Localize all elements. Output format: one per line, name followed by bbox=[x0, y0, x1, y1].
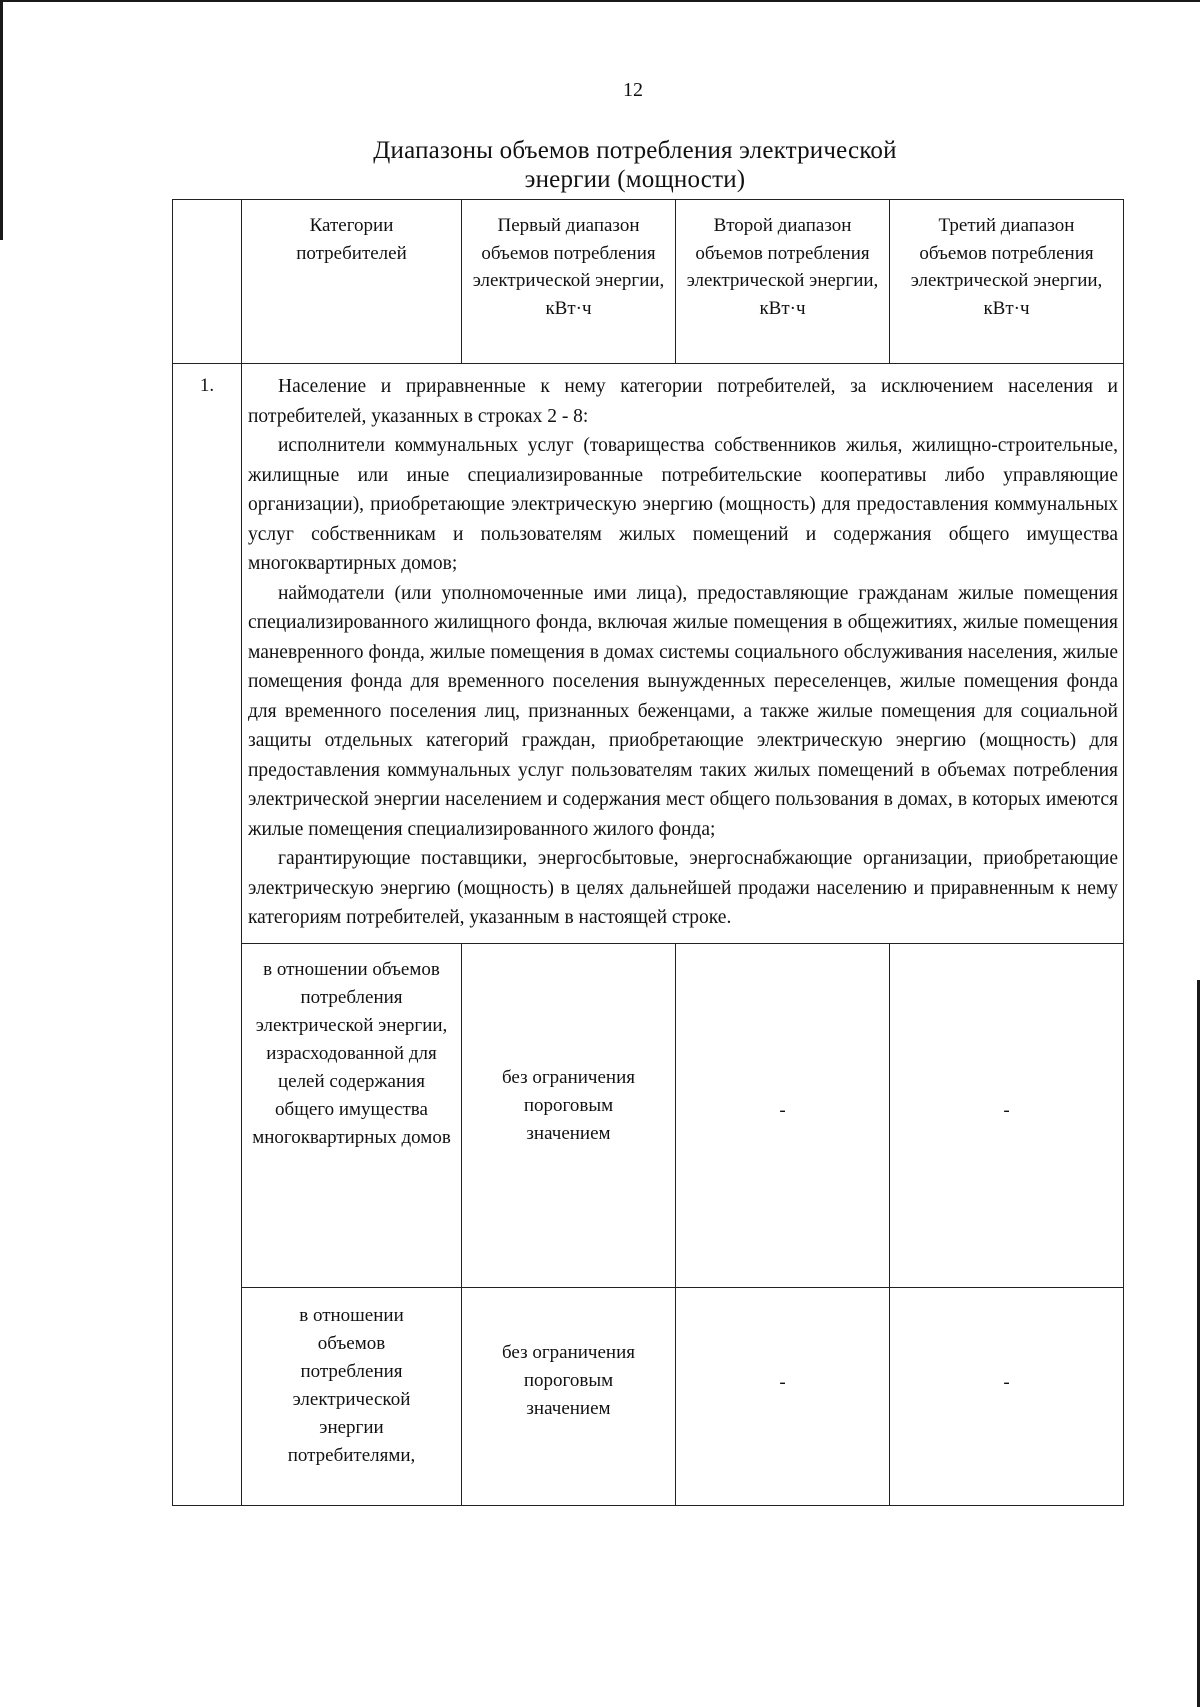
header-range-2-text: Второй диапазон объемов потребления электрической энергии, кВт·ч bbox=[686, 215, 879, 319]
header-number bbox=[173, 200, 242, 364]
subrow-range-3: - bbox=[890, 1287, 1124, 1505]
header-category-text: Категории потребителей bbox=[296, 215, 407, 264]
table-header-row bbox=[173, 200, 1124, 364]
header-range-3 bbox=[890, 200, 1124, 364]
title-line-2: энергии (мощности) bbox=[524, 166, 746, 193]
row-number-cell bbox=[173, 364, 242, 1506]
header-range-3-text: Третий диапазон объемов потребления электрической энергии, кВт·ч bbox=[910, 215, 1103, 319]
header-range-1 bbox=[462, 200, 676, 364]
subrow-range-3: - bbox=[890, 943, 1124, 1287]
subrow-range-2: - bbox=[676, 943, 890, 1287]
document-title bbox=[300, 136, 970, 194]
header-range-2 bbox=[676, 200, 890, 364]
page-number: 12 bbox=[623, 79, 643, 101]
scan-edge-left bbox=[0, 0, 3, 240]
row-number: 1. bbox=[199, 375, 215, 396]
consumption-ranges-table bbox=[172, 199, 1124, 1506]
subrow-range-2: - bbox=[676, 1287, 890, 1505]
description-paragraph: гарантирующие поставщики, энергосбытовые, энергоснабжающие организации, приобретающие электрическую энергию (мощность) в целях дальнейшей продажи населению и приравненным к нему категориям потребителей, указанным в настоящей строке. bbox=[248, 848, 1118, 928]
row-description bbox=[242, 364, 1124, 944]
header-range-1-text: Первый диапазон объемов потребления электрической энергии, кВт·ч bbox=[472, 215, 665, 319]
title-line-1: Диапазоны объемов потребления электрической bbox=[373, 137, 897, 164]
scan-edge-top bbox=[0, 0, 1200, 2]
description-paragraph: исполнители коммунальных услуг (товарищества собственников жилья, жилищно-строительные, жилищные или иные специализированные потребительские кооперативы либо управляющие организации), приобретающие электрическую энергию (мощность) для предоставления коммунальных услуг собственникам и пользователям жилых помещений и содержания общего имущества многоквартирных домов; bbox=[248, 435, 1118, 574]
table-subrow bbox=[173, 943, 1124, 1287]
subrow-category: в отношении объемов потребления электрической энергии, израсходованной для целей содержания общего имущества многоквартирных домов bbox=[242, 943, 462, 1287]
header-category bbox=[242, 200, 462, 364]
subrow-range-1: без ограничения пороговым значением bbox=[462, 1287, 676, 1505]
table-row bbox=[173, 364, 1124, 944]
table-subrow bbox=[173, 1287, 1124, 1505]
subrow-range-1: без ограничения пороговым значением bbox=[462, 943, 676, 1287]
description-paragraph: наймодатели (или уполномоченные ими лица), предоставляющие гражданам жилые помещения специализированного жилищного фонда, включая жилые помещения в общежитиях, жилые помещения маневренного фонда, жилые помещения в домах системы социального обслуживания населения, жилые помещения фонда для временного поселения вынужденных переселенцев, жилые помещения фонда для временного поселения лиц, признанных беженцами, а также жилые помещения для социальной защиты отдельных категорий граждан, приобретающие электрическую энергию (мощность) для предоставления коммунальных услуг пользователям таких жилых помещений в объемах потребления электрической энергии населением и содержания мест общего пользования в домах, в которых имеются жилые помещения специализированного жилого фонда; bbox=[248, 582, 1118, 840]
subrow-category: в отношении объемов потребления электрической энергии потребителями, bbox=[242, 1287, 462, 1505]
description-paragraph: Население и приравненные к нему категории потребителей, за исключением населения и потребителей, указанных в строках 2 - 8: bbox=[248, 376, 1118, 427]
